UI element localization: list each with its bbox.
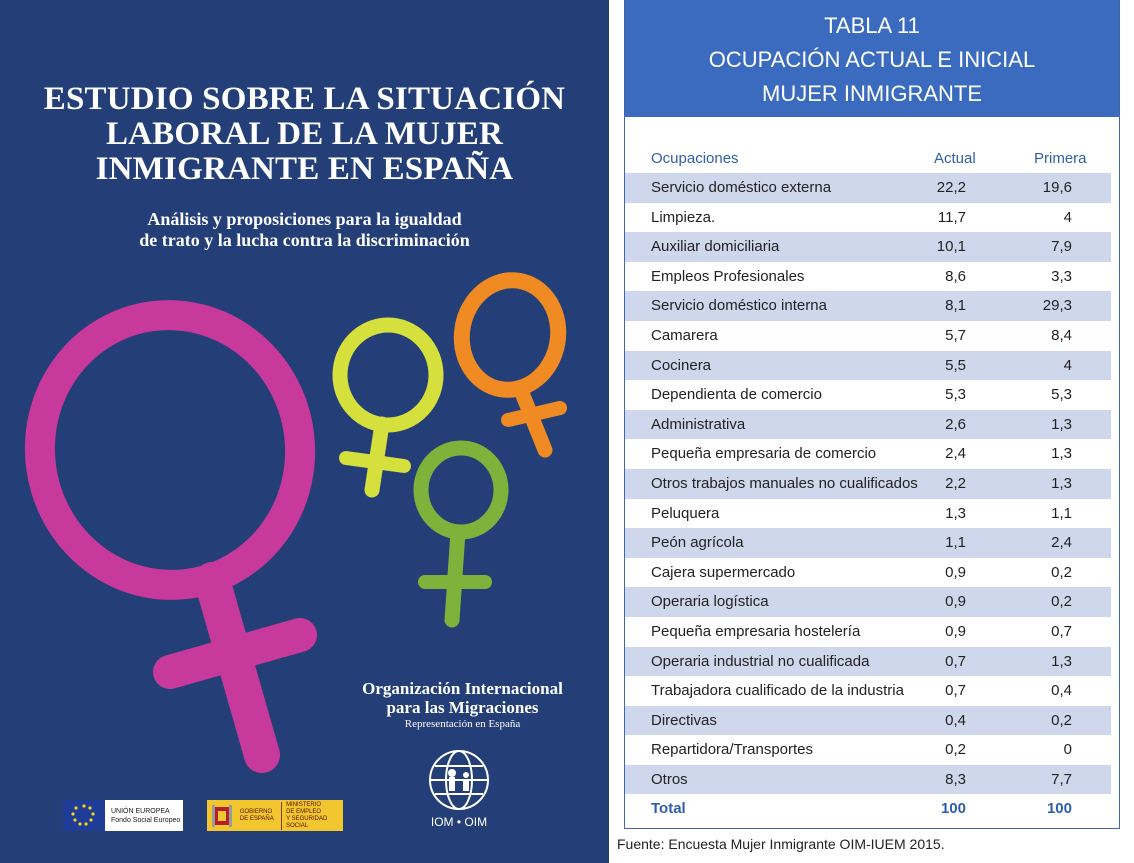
first-value-cell: 2,4 bbox=[1051, 534, 1072, 552]
current-value-cell: 0,7 bbox=[945, 682, 966, 700]
first-value-cell: 5,3 bbox=[1051, 386, 1072, 404]
current-value-cell: 100 bbox=[940, 800, 966, 818]
current-value-cell: 1,3 bbox=[945, 504, 966, 522]
table-title-line: OCUPACIÓN ACTUAL E INICIAL bbox=[708, 47, 1036, 72]
occupation-cell: Auxiliar domiciliaria bbox=[651, 238, 780, 256]
table-row bbox=[625, 262, 1111, 292]
table-row bbox=[625, 203, 1111, 233]
first-value-cell: 0,2 bbox=[1051, 593, 1072, 611]
occupation-cell: Servicio doméstico interna bbox=[651, 297, 827, 315]
table-row bbox=[625, 351, 1111, 381]
occupation-cell: Otros bbox=[651, 770, 688, 788]
first-value-cell: 1,3 bbox=[1051, 652, 1072, 670]
current-value-cell: 0,4 bbox=[945, 711, 966, 729]
table-total-row bbox=[625, 794, 1111, 824]
source-note: Fuente: Encuesta Mujer Inmigrante OIM-IUEM 2015. bbox=[617, 836, 945, 852]
table-row bbox=[625, 232, 1111, 262]
female-symbol-magenta-icon bbox=[22, 298, 317, 755]
female-symbol-orange-icon bbox=[453, 273, 567, 450]
table-row bbox=[625, 528, 1111, 558]
table-row bbox=[625, 706, 1111, 736]
table-row bbox=[625, 617, 1111, 647]
cover-subtitle-line: de trato y la lucha contra la discriminación bbox=[139, 230, 470, 250]
first-value-cell: 1,3 bbox=[1051, 415, 1072, 433]
cover-title-line: LABORAL DE LA MUJER bbox=[105, 116, 504, 152]
occupation-cell: Pequeña empresaria hostelería bbox=[651, 622, 861, 640]
occupation-cell: Total bbox=[651, 800, 686, 818]
occupation-cell: Dependienta de comercio bbox=[651, 386, 822, 404]
first-value-cell: 0,4 bbox=[1051, 682, 1072, 700]
iom-logo-icon bbox=[421, 748, 497, 812]
table-row bbox=[625, 469, 1111, 499]
org-line: para las Migraciones bbox=[386, 698, 539, 717]
occupation-cell: Trabajadora cualificado de la industria bbox=[651, 682, 904, 700]
gov-label: DE ESPAÑA bbox=[239, 815, 274, 822]
first-value-cell: 0,7 bbox=[1051, 622, 1072, 640]
first-value-cell: 0,2 bbox=[1051, 563, 1072, 581]
table-title-line: TABLA 11 bbox=[824, 13, 920, 38]
occupation-cell: Directivas bbox=[651, 711, 717, 729]
occupation-cell: Otros trabajos manuales no cualificados bbox=[651, 474, 918, 492]
eu-label: UNIÓN EUROPEA bbox=[111, 807, 170, 815]
occupation-cell: Cocinera bbox=[651, 356, 712, 374]
first-value-cell: 1,3 bbox=[1051, 474, 1072, 492]
first-value-cell: 100 bbox=[1046, 800, 1072, 818]
column-header-occupation: Ocupaciones bbox=[651, 150, 739, 167]
cover-title-line: ESTUDIO SOBRE LA SITUACIÓN bbox=[43, 81, 566, 117]
occupation-cell: Limpieza. bbox=[651, 208, 716, 226]
occupation-cell: Peluquera bbox=[651, 504, 720, 522]
table-row bbox=[625, 499, 1111, 529]
column-header-current: Actual bbox=[934, 150, 976, 167]
current-value-cell: 22,2 bbox=[936, 179, 966, 196]
table-row bbox=[625, 439, 1111, 469]
current-value-cell: 5,3 bbox=[945, 386, 966, 404]
first-value-cell: 4 bbox=[1063, 356, 1072, 374]
current-value-cell: 2,4 bbox=[945, 445, 966, 463]
table-row bbox=[625, 765, 1111, 795]
current-value-cell: 0,7 bbox=[945, 652, 966, 670]
occupation-cell: Pequeña empresaria de comercio bbox=[651, 445, 877, 463]
table-row bbox=[625, 410, 1111, 440]
table-row bbox=[625, 647, 1111, 677]
table-row bbox=[625, 587, 1111, 617]
first-value-cell: 29,3 bbox=[1042, 297, 1072, 315]
table-row bbox=[625, 380, 1111, 410]
occupation-cell: Administrativa bbox=[651, 415, 746, 433]
ministry-label: Y SEGURIDAD SOCIAL bbox=[286, 815, 328, 829]
occupation-cell: Operaria logística bbox=[651, 593, 769, 611]
current-value-cell: 5,5 bbox=[945, 356, 966, 374]
column-header-first: Primera bbox=[1034, 150, 1087, 167]
current-value-cell: 11,7 bbox=[937, 208, 966, 226]
ministry-label: MINISTERIO bbox=[286, 801, 322, 808]
eu-fund-label: Fondo Social Europeo bbox=[111, 816, 181, 824]
occupation-table bbox=[624, 0, 1120, 829]
table-row bbox=[625, 321, 1111, 351]
current-value-cell: 8,6 bbox=[945, 267, 966, 285]
first-value-cell: 7,9 bbox=[1051, 238, 1072, 256]
first-value-cell: 0,2 bbox=[1051, 711, 1072, 729]
table-row bbox=[625, 676, 1111, 706]
ministry-label: DE EMPLEO bbox=[286, 808, 322, 815]
first-value-cell: 1,1 bbox=[1051, 504, 1072, 522]
current-value-cell: 1,1 bbox=[945, 534, 966, 552]
occupation-cell: Camarera bbox=[651, 326, 718, 344]
table-row bbox=[625, 173, 1111, 203]
first-value-cell: 8,4 bbox=[1051, 326, 1072, 344]
organization-name bbox=[340, 679, 585, 732]
first-value-cell: 7,7 bbox=[1051, 770, 1072, 788]
occupation-cell: Cajera supermercado bbox=[651, 563, 796, 581]
table-title-line: MUJER INMIGRANTE bbox=[762, 81, 982, 106]
org-location: Representación en España bbox=[404, 718, 521, 730]
current-value-cell: 0,9 bbox=[945, 622, 966, 640]
current-value-cell: 5,7 bbox=[945, 326, 966, 344]
cover-title-line: INMIGRANTE EN ESPAÑA bbox=[95, 151, 514, 187]
first-value-cell: 1,3 bbox=[1051, 445, 1072, 463]
table-row bbox=[625, 558, 1111, 588]
occupation-cell: Empleos Profesionales bbox=[651, 267, 805, 285]
female-symbol-green-icon bbox=[421, 448, 501, 620]
current-value-cell: 2,2 bbox=[945, 474, 966, 492]
occupation-cell: Peón agrícola bbox=[651, 534, 744, 552]
eu-flag-icon bbox=[63, 800, 105, 831]
first-value-cell: 19,6 bbox=[1042, 179, 1072, 196]
current-value-cell: 10,1 bbox=[936, 238, 966, 256]
spain-ministry-logo bbox=[207, 800, 343, 831]
iom-label: IOM • OIM bbox=[430, 815, 488, 829]
table-row bbox=[625, 291, 1111, 321]
gov-label: GOBIERNO bbox=[239, 808, 273, 815]
first-value-cell: 0 bbox=[1063, 741, 1072, 759]
first-value-cell: 4 bbox=[1063, 208, 1072, 226]
table-body bbox=[625, 173, 1119, 824]
current-value-cell: 0,2 bbox=[945, 741, 966, 759]
eu-logo bbox=[63, 800, 183, 831]
org-line: Organización Internacional bbox=[362, 679, 563, 698]
table-title bbox=[625, 0, 1119, 117]
current-value-cell: 8,3 bbox=[945, 770, 966, 788]
current-value-cell: 8,1 bbox=[945, 297, 966, 315]
spain-coat-of-arms-icon bbox=[207, 800, 237, 831]
cover-subtitle-line: Análisis y proposiciones para la igualdad bbox=[147, 209, 462, 229]
occupation-cell: Servicio doméstico externa bbox=[651, 179, 832, 196]
occupation-cell: Repartidora/Transportes bbox=[651, 741, 814, 759]
current-value-cell: 2,6 bbox=[945, 415, 966, 433]
table-row bbox=[625, 735, 1111, 765]
current-value-cell: 0,9 bbox=[945, 563, 966, 581]
first-value-cell: 3,3 bbox=[1051, 267, 1072, 285]
current-value-cell: 0,9 bbox=[945, 593, 966, 611]
occupation-cell: Operaria industrial no cualificada bbox=[651, 652, 870, 670]
